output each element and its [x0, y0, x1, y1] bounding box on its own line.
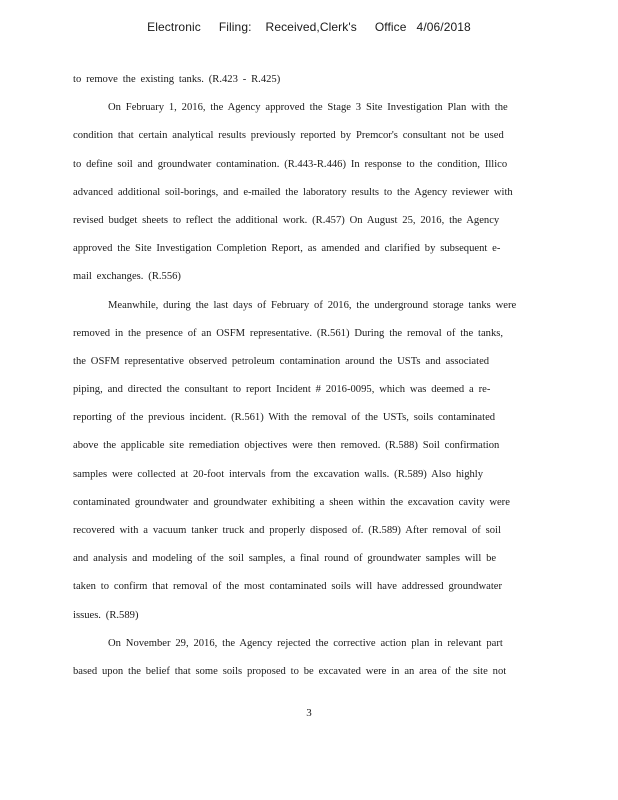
text-line: approved the Site Investigation Completion Report, as amended and clarified by subsequent e- [73, 243, 501, 255]
text-line: taken to confirm that removal of the most contaminated soils will have addressed groundwater [73, 581, 502, 593]
text-line: piping, and directed the consultant to report Incident # 2016-0095, which was deemed a re- [73, 384, 491, 396]
text-line: issues. (R.589) [73, 609, 139, 621]
text-line: the OSFM representative observed petroleum contamination around the USTs and associated [73, 355, 490, 367]
text-line: removed in the presence of an OSFM representative. (R.561) During the removal of the tanks, [73, 327, 504, 339]
text-line: condition that certain analytical results previously reported by Premcor's consultant not be used [73, 130, 504, 142]
text-line: to define soil and groundwater contamination. (R.443-R.446) In response to the condition, Illico [73, 158, 508, 170]
text-line: and analysis and modeling of the soil samples, a final round of groundwater samples will be [73, 553, 497, 565]
text-line: to remove the existing tanks. (R.423 - R.425) [73, 74, 281, 85]
header-office: Office [374, 20, 407, 34]
header-filing: Filing: [218, 20, 252, 34]
text-line: contaminated groundwater and groundwater exhibiting a sheen within the excavation cavity were [73, 496, 510, 508]
header-received: Received, [265, 20, 320, 34]
text-line: above the applicable site remediation objectives were then removed. (R.588) Soil confirmation [73, 440, 500, 452]
text-line: revised budget sheets to reflect the additional work. (R.457) On August 25, 2016, the Agency [73, 214, 500, 226]
header-clerks: Clerk's [319, 20, 357, 34]
header-date: 4/06/2018 [416, 20, 471, 34]
filing-header [0, 20, 618, 34]
text-line: mail exchanges. (R.556) [73, 271, 181, 283]
text-line: reporting of the previous incident. (R.561) With the removal of the USTs, soils contaminated [73, 412, 496, 424]
paragraph-start-line: On February 1, 2016, the Agency approved the Stage 3 Site Investigation Plan with the [108, 102, 508, 114]
paragraph-start-line: Meanwhile, during the last days of February of 2016, the underground storage tanks were [108, 299, 517, 311]
paragraph-start-line: On November 29, 2016, the Agency rejected the corrective action plan in relevant part [108, 637, 503, 649]
text-line: advanced additional soil-borings, and e-mailed the laboratory results to the Agency reviewer with [73, 186, 513, 198]
text-line: samples were collected at 20-foot intervals from the excavation walls. (R.589) Also highly [73, 468, 484, 480]
page-number: 3 [306, 707, 312, 719]
header-electronic: Electronic [147, 20, 201, 34]
text-line: based upon the belief that some soils proposed to be excavated were in an area of the site not [73, 665, 507, 677]
text-line: recovered with a vacuum tanker truck and properly disposed of. (R.589) After removal of soil [73, 525, 501, 536]
document-body [73, 66, 543, 686]
